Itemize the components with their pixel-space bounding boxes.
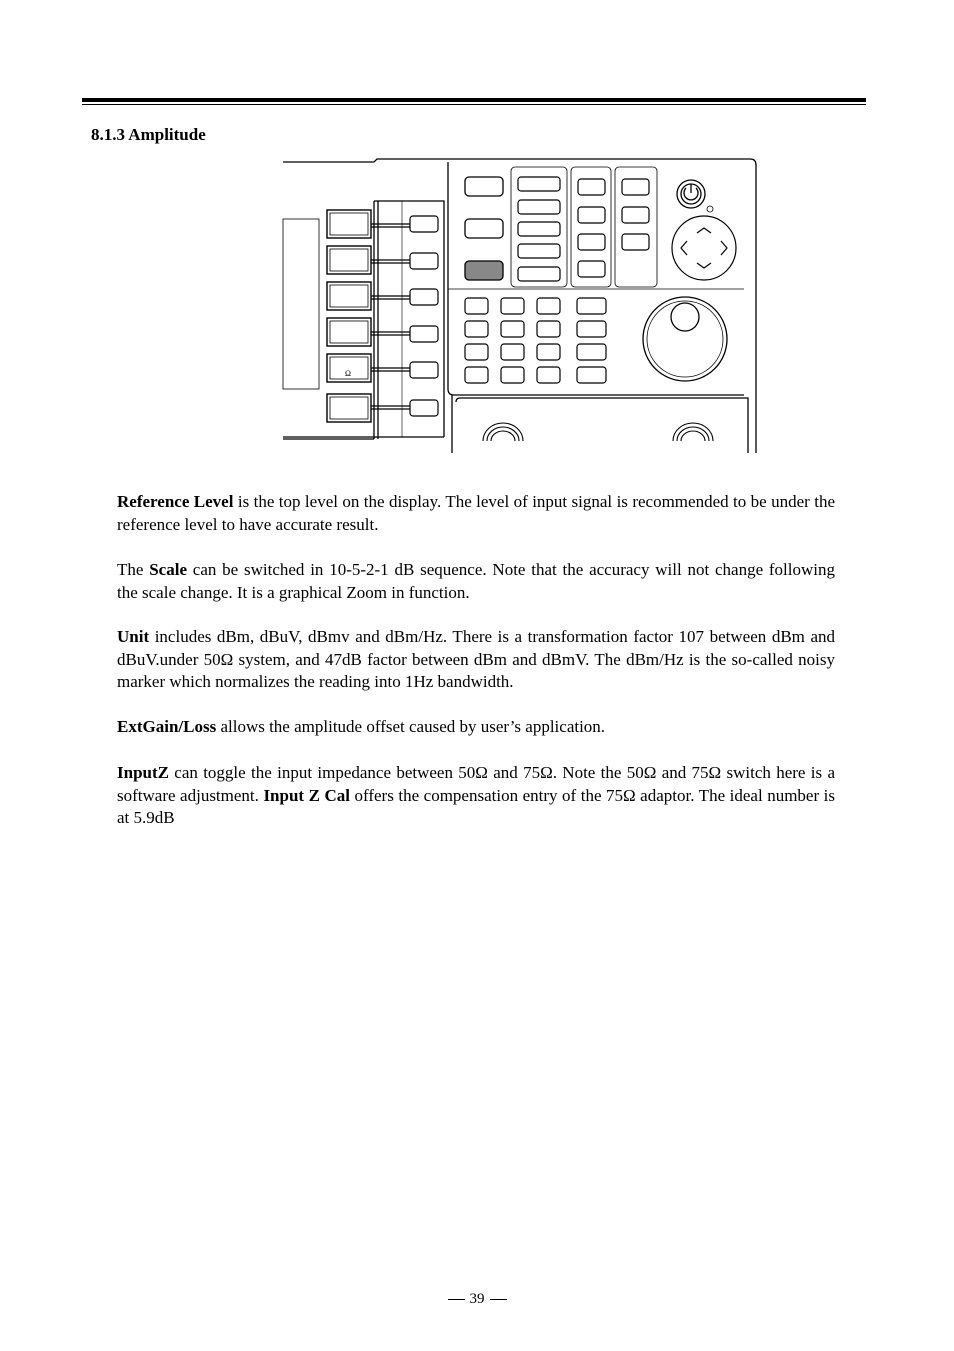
amplitude-key-highlighted[interactable] <box>465 261 503 280</box>
paragraph-extgain: ExtGain/Loss allows the amplitude offset caused by user’s application. <box>117 717 606 736</box>
header-rule-thin <box>82 104 866 105</box>
omega-label: Ω <box>345 369 351 378</box>
paragraph-unit: Unit includes dBm, dBuV, dBmv and dBm/Hz. There is a transformation factor 107 between dBm and dBuV.under 50Ω system, and 47dB factor between dBm and dBmV. The dBm/Hz is the so-called noisy marker which normalizes the reading into 1Hz bandwidth. <box>117 627 835 691</box>
section-title: 8.1.3 Amplitude <box>91 125 206 144</box>
header-rule-thick <box>82 98 866 102</box>
paragraph-inputz: InputZ can toggle the input impedance between 50Ω and 75Ω. Note the 50Ω and 75Ω switch here is a software adjustment. Input Z Cal offers the compensation entry of the 75Ω adaptor. The ideal number is at 5.9dB <box>117 763 835 827</box>
front-panel-figure <box>282 157 758 453</box>
page-number: 39 <box>0 1291 954 1308</box>
paragraph-scale: The Scale can be switched in 10-5-2-1 dB sequence. Note that the accuracy will not change following the scale change. It is a graphical Zoom in function. <box>117 560 835 602</box>
rotary-knob[interactable] <box>643 297 727 381</box>
paragraph-reference-level: Reference Level is the top level on the display. The level of input signal is recommended to be under the reference level to have accurate result. <box>117 492 836 534</box>
